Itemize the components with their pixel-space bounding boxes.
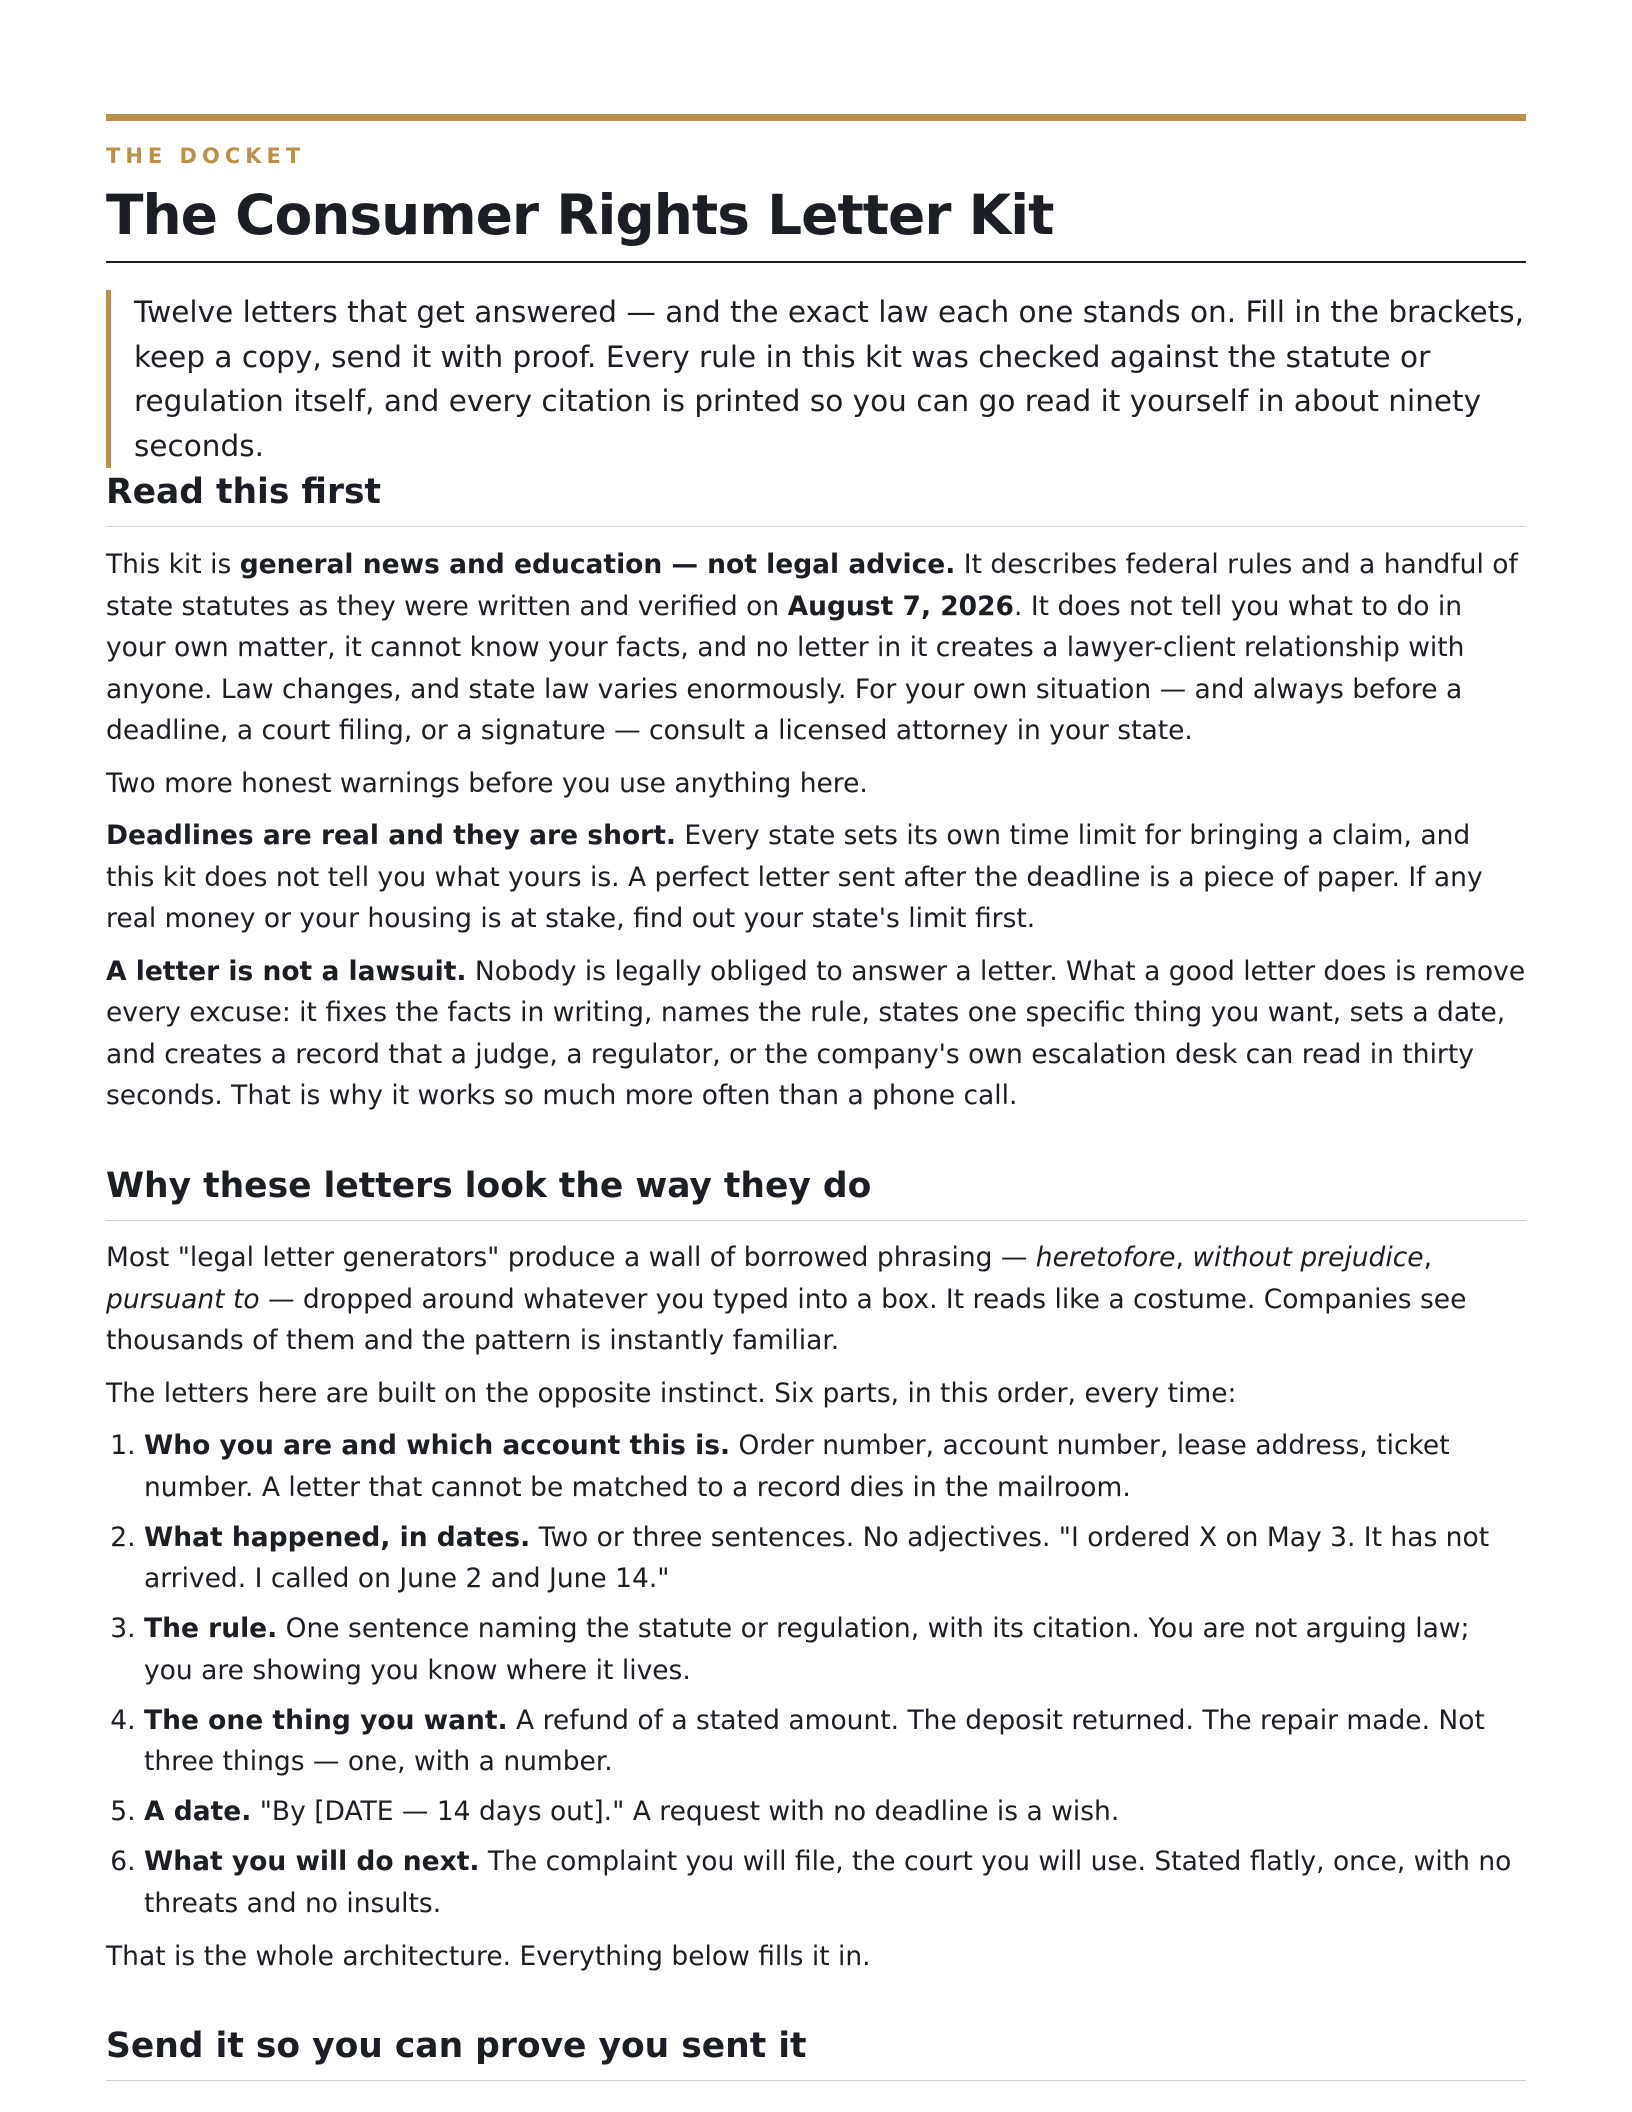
six-parts-intro-paragraph: The letters here are built on the opposite instinct. Six parts, in this order, every time:	[106, 1377, 1237, 1409]
list-item: 2. What happened, in dates. Two or three sentences. No adjectives. "I ordered X on May 3. It has not arrived. I called on June 2 and June 14."	[144, 1517, 1526, 1600]
six-parts-list	[106, 1425, 1526, 1924]
generators-paragraph: Most "legal letter generators" produce a wall of borrowed phrasing — heretofore, without prejudice, pursuant to — dropped around whatever you typed into a box. It reads like a costume. Companies see thousands of them and the pattern is instantly familiar.	[106, 1242, 1467, 1356]
not-a-lawsuit-paragraph: A letter is not a lawsuit. Nobody is legally obliged to answer a letter. What a good letter does is remove every excuse: it fixes the facts in writing, names the rule, states one specific thing you want, sets a date, and creates a record that a judge, a regulator, or the company's own escalation desk can read in thirty seconds. That is why it works so much more often than a phone call.	[106, 955, 1526, 1111]
list-item: 5. A date. "By [DATE — 14 days out]." A request with no deadline is a wish.	[144, 1791, 1526, 1833]
lede-blockquote: Twelve letters that get answered — and the exact law each one stands on. Fill in the brackets, keep a copy, send it with proof. Every rule in this kit was checked against the statute or regulation itself, and every citation is printed so you can go read it yourself in about ninety seconds.	[106, 290, 1526, 468]
title-rule	[106, 261, 1526, 263]
page-title: The Consumer Rights Letter Kit	[106, 183, 1054, 247]
deadlines-paragraph: Deadlines are real and they are short. Every state sets its own time limit for bringing a claim, and this kit does not tell you what yours is. A perfect letter sent after the deadline is a piece of paper. If any real money or your housing is at stake, find out your state's limit first.	[106, 820, 1483, 934]
heading-send-proof: Send it so you can prove you sent it	[106, 2024, 1526, 2081]
list-item: 6. What you will do next. The complaint you will file, the court you will use. Stated flatly, once, with no threats and no insults.	[144, 1841, 1526, 1924]
top-accent-rule	[106, 114, 1526, 121]
section-why-letters	[106, 1237, 1526, 1989]
architecture-paragraph: That is the whole architecture. Everything below fills it in.	[106, 1941, 871, 1972]
kicker: THE DOCKET	[106, 144, 306, 168]
list-item: 4. The one thing you want. A refund of a stated amount. The deposit returned. The repair made. Not three things — one, with a number.	[144, 1700, 1526, 1783]
section-read-this-first	[106, 544, 1526, 1128]
warnings-intro-paragraph: Two more honest warnings before you use anything here.	[106, 767, 868, 799]
disclaimer-paragraph: This kit is general news and education — not legal advice. It describes federal rules and a handful of state statutes as they were written and verified on August 7, 2026. It does not tell you what to do in your own matter, it cannot know your facts, and no letter in it creates a lawyer-client relationship with anyone. Law changes, and state law varies enormously. For your own situation — and always before a deadline, a court filing, or a signature — consult a licensed attorney in your state.	[106, 549, 1518, 746]
list-item: 3. The rule. One sentence naming the statute or regulation, with its citation. You are not arguing law; you are showing you know where it lives.	[144, 1608, 1526, 1691]
heading-read-this-first: Read this first	[106, 470, 1526, 527]
list-item: 1. Who you are and which account this is. Order number, account number, lease address, ticket number. A letter that cannot be matched to a record dies in the mailroom.	[144, 1425, 1526, 1508]
heading-why-letters: Why these letters look the way they do	[106, 1164, 1526, 1221]
